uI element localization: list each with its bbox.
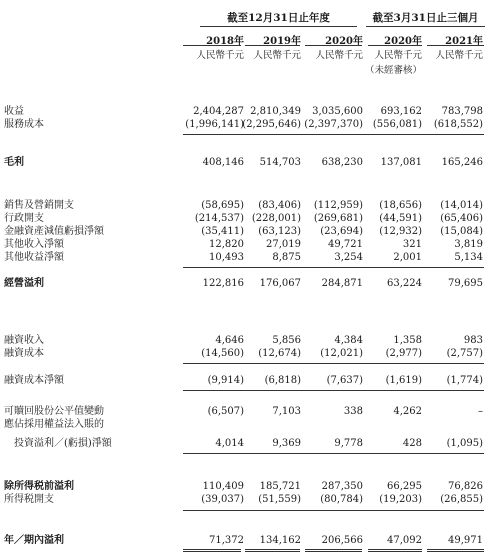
row-label: 銷售及營銷開支 bbox=[4, 200, 74, 211]
cell: (228,001) bbox=[251, 213, 301, 224]
year-header-2020-q1: 2020年 bbox=[384, 36, 422, 47]
table-row-other-gains bbox=[0, 251, 488, 264]
cell: (7,637) bbox=[326, 375, 363, 386]
table-row-profit-for-period bbox=[0, 534, 488, 547]
cell: 2,404,287 bbox=[193, 106, 244, 117]
cell: 284,871 bbox=[321, 278, 363, 289]
row-label: 年／期內溢利 bbox=[4, 535, 64, 546]
cell: (14,560) bbox=[201, 348, 244, 359]
table-row-cost-of-services bbox=[0, 118, 488, 131]
cell: 63,224 bbox=[387, 278, 422, 289]
unit-label: 人民幣千元 bbox=[196, 50, 244, 61]
group2-underline bbox=[366, 26, 485, 27]
cell: 3,254 bbox=[334, 252, 363, 263]
cell: 176,067 bbox=[259, 278, 301, 289]
cell: 514,703 bbox=[259, 157, 301, 168]
cell: 408,146 bbox=[202, 157, 244, 168]
cell: (26,855) bbox=[440, 494, 483, 505]
subtotal-rule bbox=[183, 510, 484, 511]
cell: 4,014 bbox=[215, 438, 244, 449]
cell: 693,162 bbox=[380, 106, 422, 117]
row-label: 服務成本 bbox=[4, 119, 44, 130]
subtotal-rule bbox=[183, 134, 484, 135]
row-label: 金融資產減值虧損淨額 bbox=[4, 226, 104, 237]
cell: (14,014) bbox=[440, 200, 483, 211]
cell: 783,798 bbox=[441, 106, 483, 117]
table-row-gross-profit bbox=[0, 156, 488, 169]
table-row-income-tax bbox=[0, 493, 488, 506]
unit-label: 人民幣千元 bbox=[253, 50, 301, 61]
table-row-equity-method-share bbox=[0, 437, 488, 450]
group1-underline bbox=[200, 26, 357, 27]
year-underline bbox=[183, 45, 241, 46]
cell: (2,397,370) bbox=[304, 119, 363, 130]
cell: 1,358 bbox=[393, 335, 422, 346]
year-underline bbox=[245, 45, 300, 46]
unit-text: 人民幣千元 bbox=[374, 50, 422, 61]
cell: (63,123) bbox=[258, 226, 301, 237]
cell: 165,246 bbox=[441, 157, 483, 168]
cell: (2,295,646) bbox=[242, 119, 301, 130]
row-label: 所得税開支 bbox=[4, 494, 54, 505]
cell: 4,384 bbox=[334, 335, 363, 346]
cell: 287,350 bbox=[321, 481, 363, 492]
cell: 71,372 bbox=[209, 535, 244, 546]
cell: 66,295 bbox=[387, 481, 422, 492]
total-double-rule bbox=[427, 549, 484, 552]
unit-label: 人民幣千元 bbox=[315, 50, 363, 61]
year-underline bbox=[427, 45, 484, 46]
year-header-2019: 2019年 bbox=[263, 36, 301, 47]
cell: 206,566 bbox=[321, 535, 363, 546]
cell: 638,230 bbox=[321, 157, 363, 168]
cell: (19,203) bbox=[379, 494, 422, 505]
cell: 49,971 bbox=[448, 535, 483, 546]
cell: (1,619) bbox=[385, 375, 422, 386]
total-double-rule bbox=[368, 549, 422, 552]
cell: (12,674) bbox=[258, 348, 301, 359]
table-row-net-finance-costs bbox=[0, 374, 488, 387]
cell: (1,996,141) bbox=[185, 119, 244, 130]
cell: 983 bbox=[463, 335, 483, 346]
table-row-redeemable-shares-fv bbox=[0, 405, 488, 418]
cell: 134,162 bbox=[259, 535, 301, 546]
cell: (1,095) bbox=[446, 438, 483, 449]
row-label: 行政開支 bbox=[4, 213, 44, 224]
cell: (35,411) bbox=[201, 226, 244, 237]
cell: 47,092 bbox=[387, 535, 422, 546]
cell: (2,977) bbox=[385, 348, 422, 359]
cell: 27,019 bbox=[266, 239, 301, 250]
cell: 185,721 bbox=[259, 481, 301, 492]
cell: 3,819 bbox=[454, 239, 483, 250]
cell: 10,493 bbox=[209, 252, 244, 263]
cell: (65,406) bbox=[440, 213, 483, 224]
total-double-rule bbox=[245, 549, 300, 552]
cell: 3,035,600 bbox=[312, 106, 363, 117]
table-row-finance-income bbox=[0, 334, 488, 347]
table-row-selling-expenses bbox=[0, 199, 488, 212]
cell: (83,406) bbox=[258, 200, 301, 211]
cell: (39,037) bbox=[201, 494, 244, 505]
table-row-revenue bbox=[0, 105, 488, 118]
row-label: 應佔採用權益法入賬的 bbox=[4, 419, 104, 430]
row-label: 收益 bbox=[4, 106, 24, 117]
cell: 110,409 bbox=[202, 481, 244, 492]
total-double-rule bbox=[305, 549, 362, 552]
cell: (618,552) bbox=[433, 119, 483, 130]
cell: 321 bbox=[402, 239, 422, 250]
subtotal-rule bbox=[183, 390, 484, 391]
year-header-2020: 2020年 bbox=[325, 36, 363, 47]
row-label: 融資收入 bbox=[4, 335, 44, 346]
cell: (44,591) bbox=[379, 213, 422, 224]
cell: 12,820 bbox=[209, 239, 244, 250]
row-label: 投資溢利／(虧損)淨額 bbox=[14, 438, 112, 449]
cell: (269,681) bbox=[313, 213, 363, 224]
cell: 137,081 bbox=[380, 157, 422, 168]
unit-label: 人民幣千元 bbox=[435, 50, 483, 61]
table-row-equity-method-heading bbox=[0, 418, 488, 431]
row-label: 其他收益淨額 bbox=[4, 252, 64, 263]
cell: (1,774) bbox=[446, 375, 483, 386]
table-row-impairment-losses bbox=[0, 225, 488, 238]
table-row-other-income bbox=[0, 238, 488, 251]
cell: (58,695) bbox=[201, 200, 244, 211]
cell: – bbox=[478, 406, 483, 417]
unit-label bbox=[365, 48, 422, 78]
cell: 9,369 bbox=[272, 438, 301, 449]
cell: (2,757) bbox=[446, 348, 483, 359]
cell: (23,694) bbox=[320, 226, 363, 237]
cell: 428 bbox=[402, 438, 422, 449]
cell: 122,816 bbox=[202, 278, 244, 289]
subtotal-rule bbox=[183, 267, 484, 268]
cell: 338 bbox=[343, 406, 363, 417]
cell: 76,826 bbox=[448, 481, 483, 492]
row-label: 其他收入淨額 bbox=[4, 239, 64, 250]
group2-header: 截至3月31日止三個月 bbox=[372, 12, 479, 24]
year-header-2021-q1: 2021年 bbox=[445, 36, 483, 47]
row-label: 融資成本 bbox=[4, 348, 44, 359]
cell: (9,914) bbox=[207, 375, 244, 386]
cell: 2,810,349 bbox=[250, 106, 301, 117]
table-row-admin-expenses bbox=[0, 212, 488, 225]
cell: 5,134 bbox=[454, 252, 483, 263]
cell: (214,537) bbox=[194, 213, 244, 224]
cell: 49,721 bbox=[328, 239, 363, 250]
unaudited-note: （未經審核） bbox=[364, 65, 422, 76]
cell: 4,262 bbox=[393, 406, 422, 417]
cell: (12,932) bbox=[379, 226, 422, 237]
cell: (6,507) bbox=[207, 406, 244, 417]
cell: (6,818) bbox=[264, 375, 301, 386]
subtotal-rule bbox=[183, 453, 484, 454]
cell: (12,021) bbox=[320, 348, 363, 359]
cell: 5,856 bbox=[272, 335, 301, 346]
cell: 79,695 bbox=[448, 278, 483, 289]
row-label: 除所得税前溢利 bbox=[4, 481, 74, 492]
year-header-2018: 2018年 bbox=[206, 36, 244, 47]
cell: 9,778 bbox=[334, 438, 363, 449]
cell: (112,959) bbox=[313, 200, 363, 211]
cell: 2,001 bbox=[393, 252, 422, 263]
total-double-rule bbox=[183, 549, 241, 552]
table-row-operating-profit bbox=[0, 277, 488, 290]
row-label: 毛利 bbox=[4, 157, 24, 168]
year-underline bbox=[368, 45, 422, 46]
row-label: 經營溢利 bbox=[4, 278, 44, 289]
cell: 8,875 bbox=[272, 252, 301, 263]
year-underline bbox=[305, 45, 362, 46]
table-row-profit-before-tax bbox=[0, 480, 488, 493]
cell: (18,656) bbox=[379, 200, 422, 211]
cell: (556,081) bbox=[372, 119, 422, 130]
cell: (80,784) bbox=[320, 494, 363, 505]
table-row-finance-costs bbox=[0, 347, 488, 360]
cell: 7,103 bbox=[272, 406, 301, 417]
group1-header: 截至12月31日止年度 bbox=[227, 12, 330, 24]
row-label: 融資成本淨額 bbox=[4, 375, 64, 386]
cell: (51,559) bbox=[258, 494, 301, 505]
cell: 4,646 bbox=[215, 335, 244, 346]
subtotal-rule bbox=[183, 363, 484, 364]
cell: (15,084) bbox=[440, 226, 483, 237]
row-label: 可贖回股份公平值變動 bbox=[4, 406, 104, 417]
